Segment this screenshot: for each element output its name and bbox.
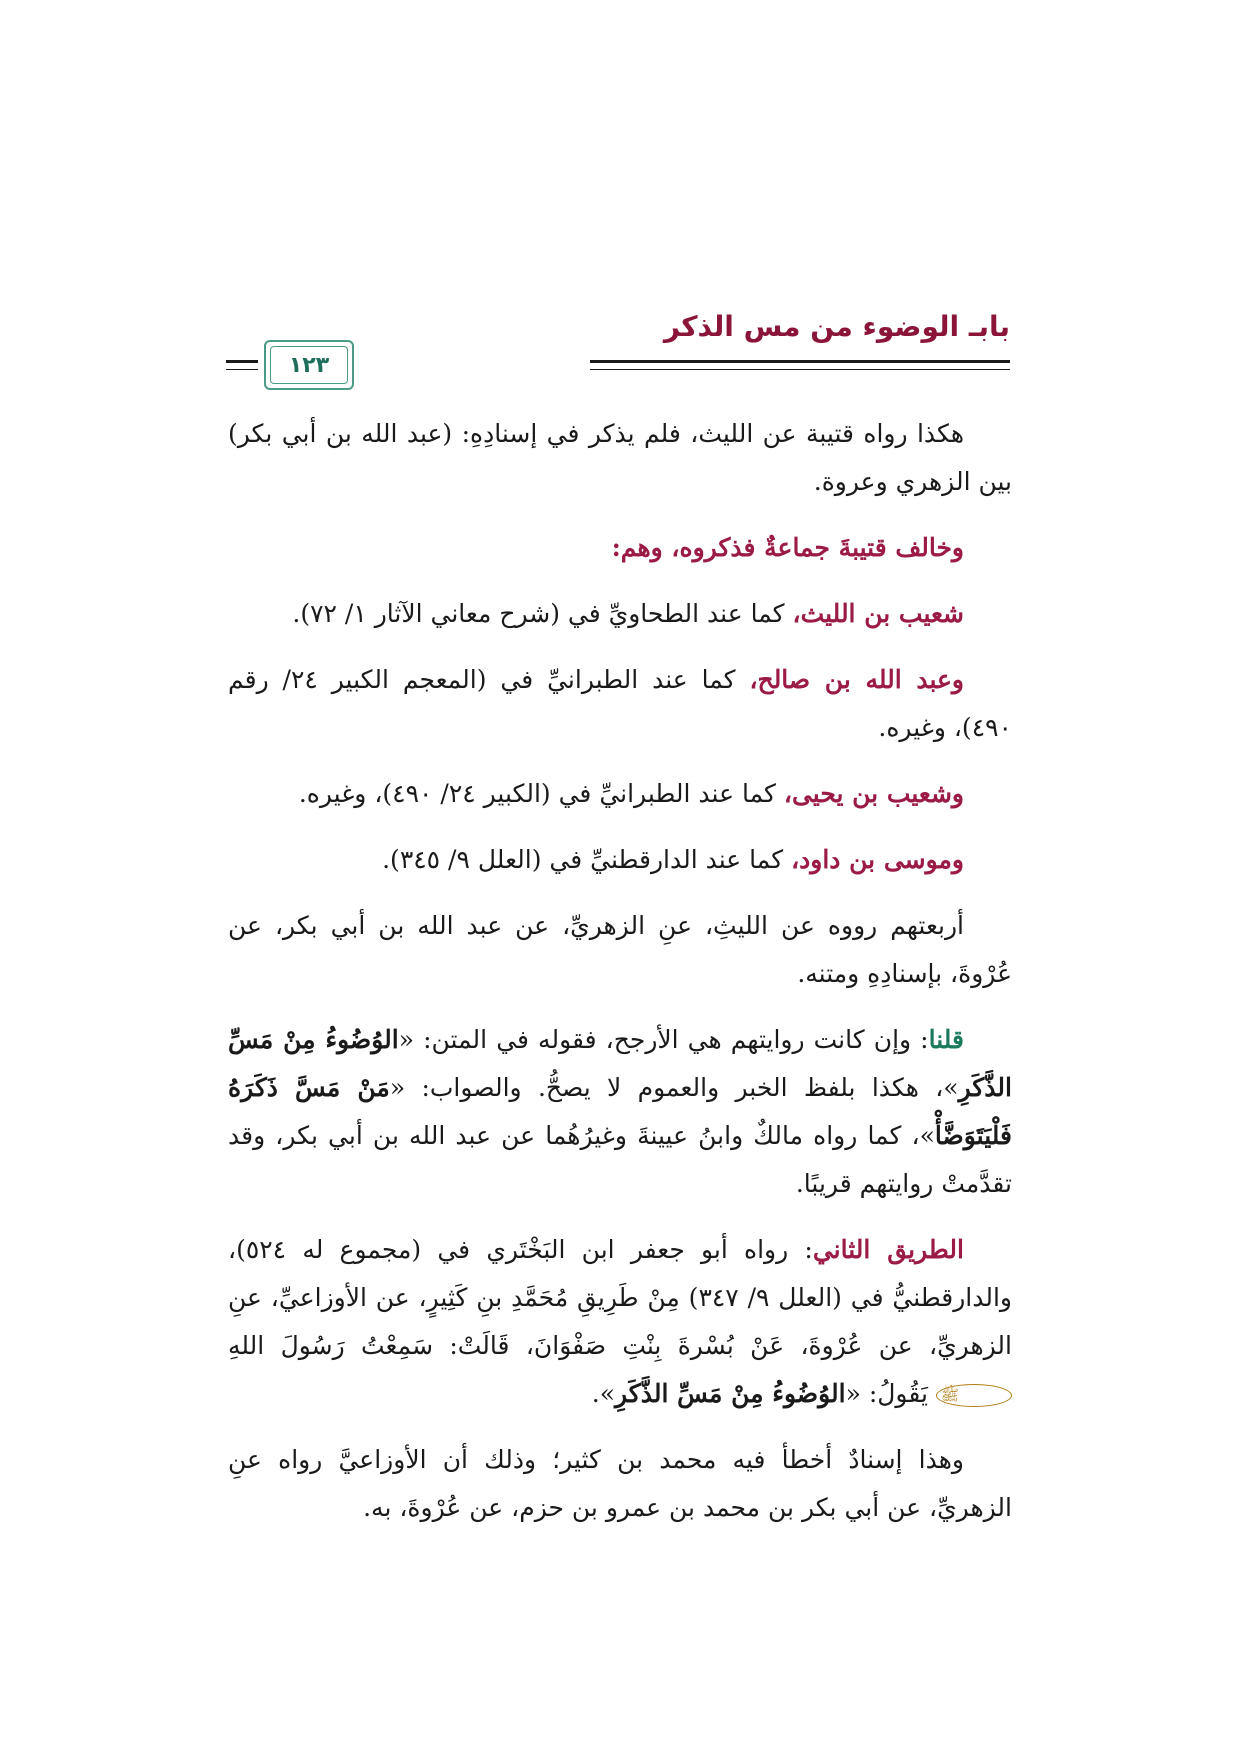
chapter-title: بابـ الوضوء من مس الذكر <box>663 310 1010 343</box>
narrator-name: وعبد الله بن صالح، <box>749 665 965 694</box>
section-label: الطريق الثاني <box>812 1235 964 1264</box>
paragraph-text: ». <box>591 1379 616 1408</box>
paragraph-9 <box>228 1226 1012 1418</box>
paragraph-1: هكذا رواه قتيبة عن الليث، فلم يذكر في إسنادِهِ: (عبد الله بن أبي بكر) بين الزهري وعروة. <box>228 419 1012 496</box>
paragraph-4 <box>228 656 1012 752</box>
paragraph-text: »، كما رواه مالكٌ وابنُ عيينةَ وغيرُهُما عن عبد الله بن أبي بكر، وقد تقدَّمتْ روايتهم قريبًا. <box>228 1121 1012 1198</box>
hadith-quote: الوُضُوءُ مِنْ مَسِّ الذَّكَرِ <box>615 1379 846 1408</box>
paragraph-text: كما عند الطبرانيِّ في (الكبير ٢٤/ ٤٩٠)، وغيره. <box>298 779 784 808</box>
narrator-name: شعيب بن الليث، <box>792 599 964 628</box>
narrator-name: وشعيب بن يحيى، <box>783 779 964 808</box>
hadith-quote: الوُضُوءُ مِنْ مَسِّ الذَّكَرِ <box>228 1025 1012 1102</box>
header-rule-right <box>590 360 1010 370</box>
paragraph-text: كما عند الدارقطنيِّ في (العلل ٩/ ٣٤٥). <box>382 845 792 874</box>
paragraph-text: كما عند الطبرانيِّ في (المعجم الكبير ٢٤/ رقم ٤٩٠)، وغيره. <box>228 665 1012 742</box>
paragraph-text: كما عند الطحاويِّ في (شرح معاني الآثار ١/ ٧٢). <box>292 599 793 628</box>
page-header <box>226 310 1010 390</box>
header-rule-left <box>226 360 258 370</box>
note-label: قلنا <box>928 1025 964 1054</box>
paragraph-6 <box>228 836 1012 884</box>
paragraph-text: : رواه أبو جعفر ابن البَخْتَري في (مجموع له ٥٢٤)، والدارقطنيُّ في (العلل ٩/ ٣٤٧) مِنْ طَرِيقِ مُحَمَّدِ بنِ كَثِيرٍ، عن الأوزاعيِّ، عنِ الزهريِّ، عن عُرْوةَ، عَنْ بُسْرةَ بِنْتِ صَفْوَانَ، قَالَتْ: سَمِعْتُ رَسُولَ اللهِ <box>228 1235 1012 1360</box>
paragraph-2: وخالف قتيبةَ جماعةٌ فذكروه، وهم: <box>611 533 964 562</box>
main-text <box>228 410 1012 1532</box>
paragraph-text: يَقُولُ: « <box>845 1379 936 1408</box>
salla-symbol-icon: ﷺ <box>936 1384 1012 1407</box>
paragraph-8 <box>228 1016 1012 1208</box>
paragraph-7: أربعتهم رووه عن الليثِ، عنِ الزهريِّ، عن عبد الله بن أبي بكر، عن عُرْوةَ، بإسنادِهِ ومتنه. <box>228 911 1012 988</box>
narrator-name: وموسى بن داود، <box>791 845 964 874</box>
paragraph-text: : وإن كانت روايتهم هي الأرجح، فقوله في المتن: « <box>398 1025 929 1054</box>
page-number: ١٢٣ <box>288 352 330 378</box>
page-number-badge <box>264 340 354 390</box>
hadith-quote: مَنْ مَسَّ ذَكَرَهُ فَلْيَتَوَضَّأْ <box>228 1073 1012 1150</box>
paragraph-text: »، هكذا بلفظ الخبر والعموم لا يصحُّ. والصواب: « <box>389 1073 959 1102</box>
paragraph-3 <box>228 590 1012 638</box>
paragraph-10: وهذا إسنادٌ أخطأ فيه محمد بن كثير؛ وذلك أن الأوزاعيَّ رواه عنِ الزهريِّ، عن أبي بكر بن محمد بن عمرو بن حزم، عن عُرْوةَ، به. <box>228 1445 1012 1522</box>
paragraph-5 <box>228 770 1012 818</box>
